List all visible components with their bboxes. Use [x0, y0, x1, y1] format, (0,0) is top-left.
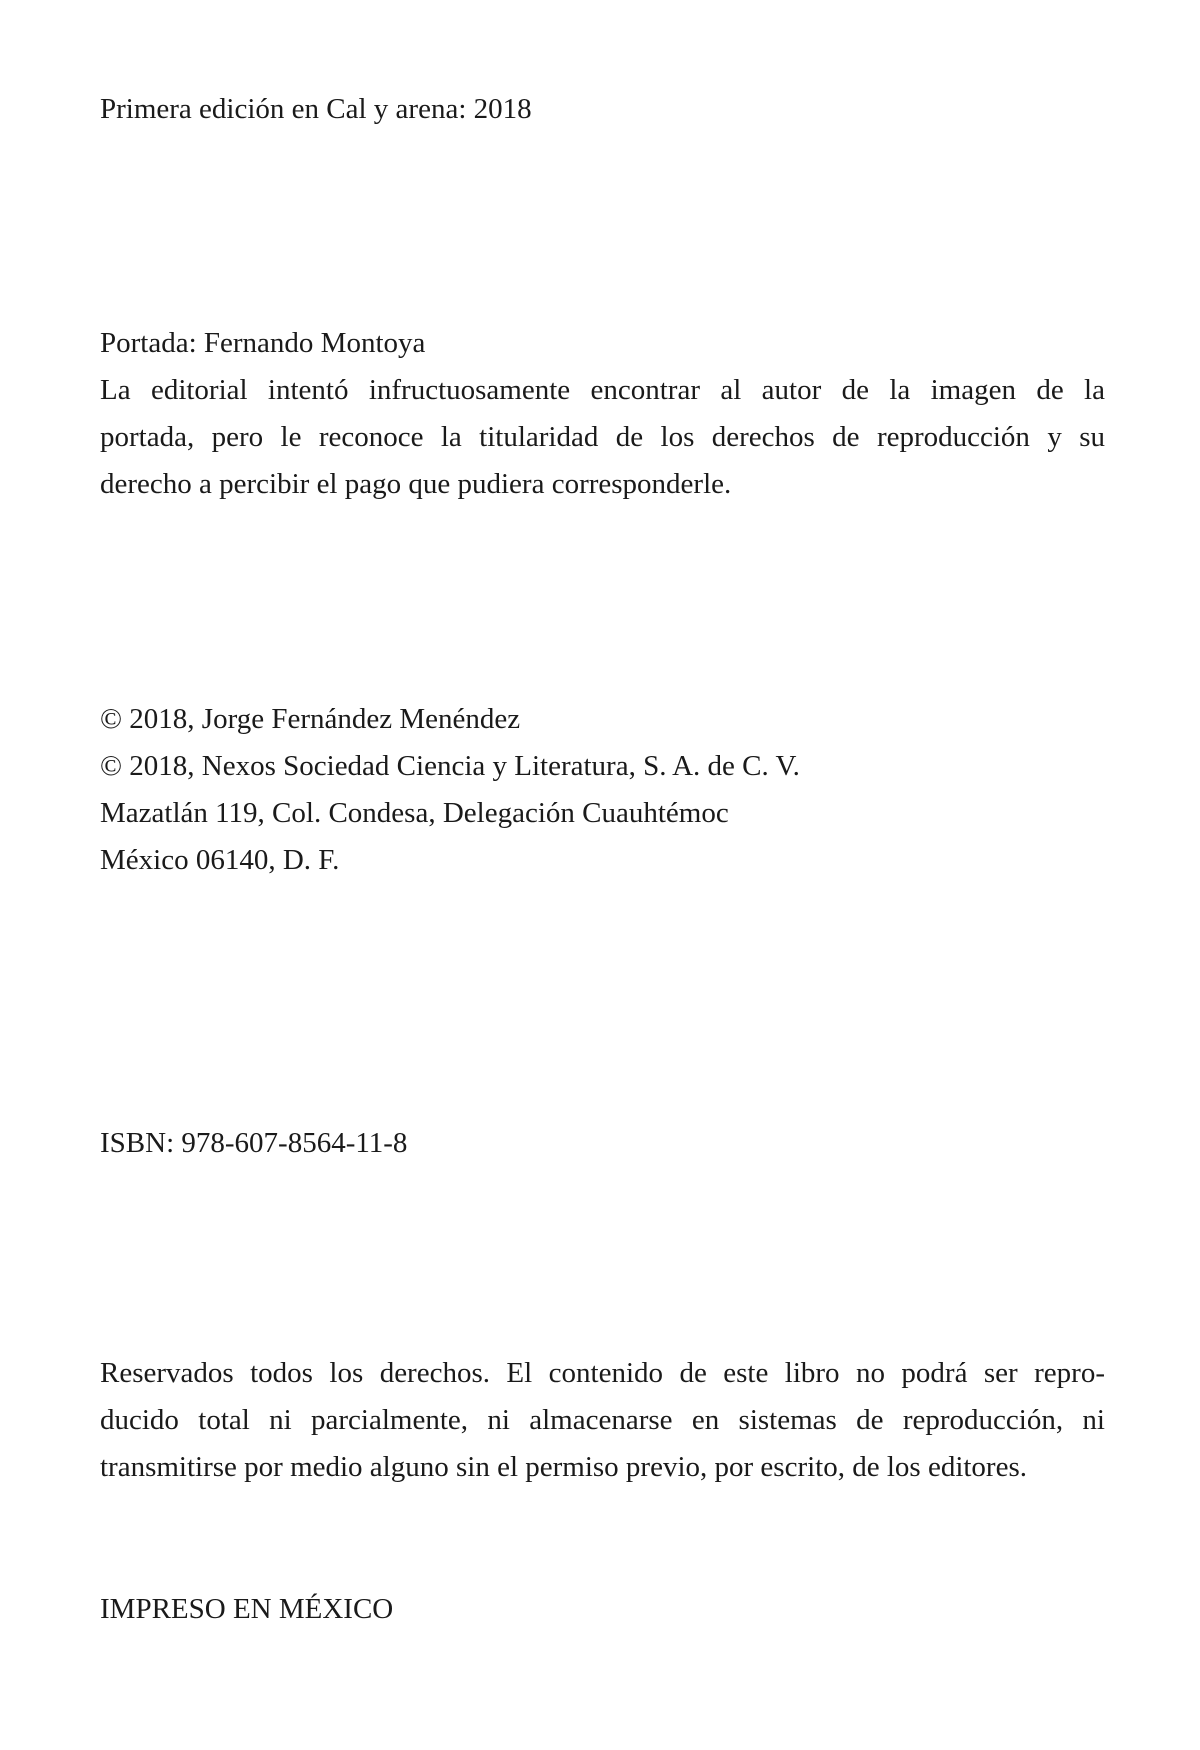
rights-line: Reservados todos los derechos. El contenido de este libro no podrá ser repro-	[100, 1357, 1105, 1389]
isbn: ISBN: 978-607-8564-11-8	[100, 1127, 408, 1159]
isbn-block	[100, 1120, 1105, 1167]
copyright-line: © 2018, Jorge Fernández Menéndez	[100, 703, 521, 735]
cover-credit: Portada: Fernando Montoya	[100, 327, 426, 359]
rights-block	[100, 1350, 1105, 1491]
copyright-line: © 2018, Nexos Sociedad Ciencia y Literatura, S. A. de C. V.	[100, 750, 800, 782]
address-line: Mazatlán 119, Col. Condesa, Delegación Cuauhtémoc	[100, 797, 729, 829]
printed-in: IMPRESO EN MÉXICO	[100, 1593, 394, 1625]
rights-line: transmitirse por medio alguno sin el permiso previo, por escrito, de los editores.	[100, 1451, 1027, 1483]
printed-block	[100, 1586, 1105, 1633]
edition-line	[100, 86, 1105, 133]
cover-note-line: portada, pero le reconoce la titularidad de los derechos de reproducción y su	[100, 421, 1105, 453]
rights-line: ducido total ni parcialmente, ni almacenarse en sistemas de reproducción, ni	[100, 1404, 1105, 1436]
cover-credits	[100, 320, 1105, 508]
edition-text: Primera edición en Cal y arena: 2018	[100, 93, 532, 125]
cover-note-line: La editorial intentó infructuosamente encontrar al autor de la imagen de la	[100, 374, 1105, 406]
address-line: México 06140, D. F.	[100, 844, 340, 876]
copyright-block	[100, 696, 1105, 884]
cover-note-line: derecho a percibir el pago que pudiera corresponderle.	[100, 468, 732, 500]
